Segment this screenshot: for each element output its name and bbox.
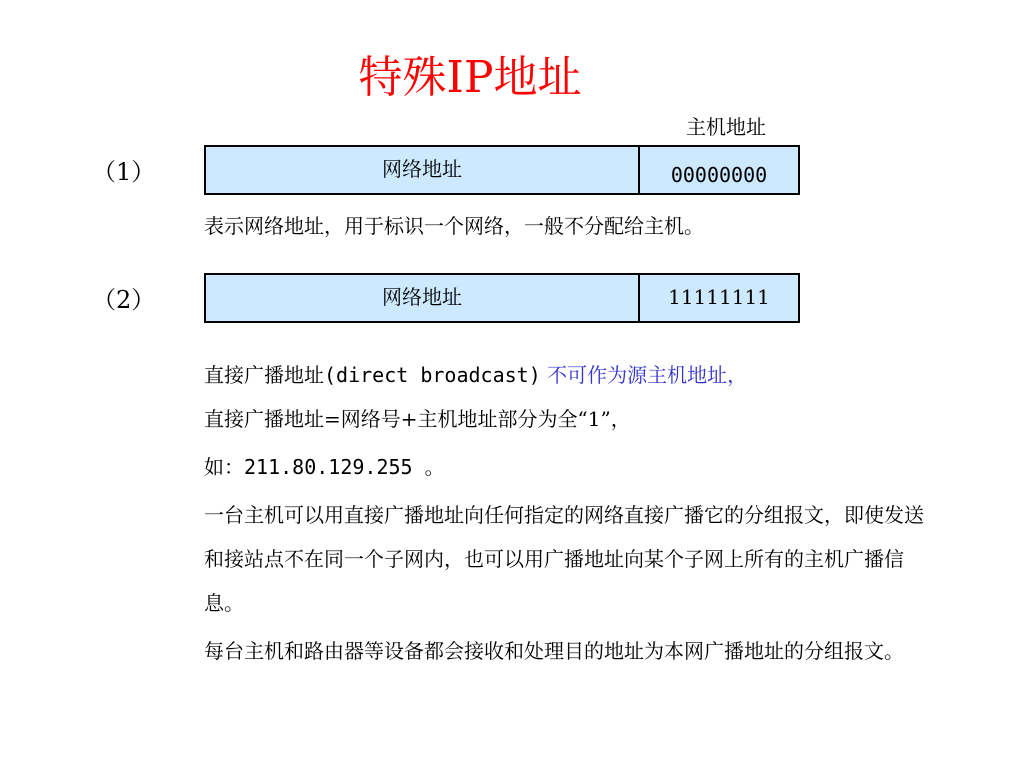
case-1-description: 表示网络地址，用于标识一个网络，一般不分配给主机。 — [204, 214, 704, 238]
case-1-host-field: 00000000 — [670, 163, 768, 187]
broadcast-usage-paragraph: 一台主机可以用直接广播地址向任何指定的网络直接广播它的分组报文，即使发送和接站点不在同一个子网内，也可以用广播地址向某个子网上所有的主机广播信息。 — [204, 503, 924, 615]
page-title: 特殊IP地址 — [358, 52, 582, 103]
broadcast-term: 直接广播地址 — [204, 363, 324, 387]
broadcast-definition-line — [204, 361, 747, 389]
case-1-network-field: 网络地址 — [206, 147, 640, 193]
broadcast-rule-line: 直接广播地址=网络号+主机地址部分为全“1”， — [204, 407, 631, 431]
case-1-number: （1） — [92, 158, 156, 186]
broadcast-term-english: (direct broadcast) — [324, 363, 541, 387]
case-2-network-field: 网络地址 — [206, 275, 640, 321]
receive-processing-paragraph: 每台主机和路由器等设备都会接收和处理目的地址为本网广播地址的分组报文。 — [204, 639, 904, 663]
case-2-number: （2） — [92, 286, 156, 314]
example-prefix: 如： — [204, 455, 244, 479]
case-1-address-box — [204, 145, 800, 195]
example-address: 211.80.129.255 。 — [244, 455, 445, 479]
source-address-note: 不可作为源主机地址， — [540, 363, 748, 387]
case-2-address-box — [204, 273, 800, 323]
case-2-host-field: 11111111 — [668, 285, 770, 309]
broadcast-example-line — [204, 453, 445, 481]
host-address-label: 主机地址 — [686, 115, 766, 139]
